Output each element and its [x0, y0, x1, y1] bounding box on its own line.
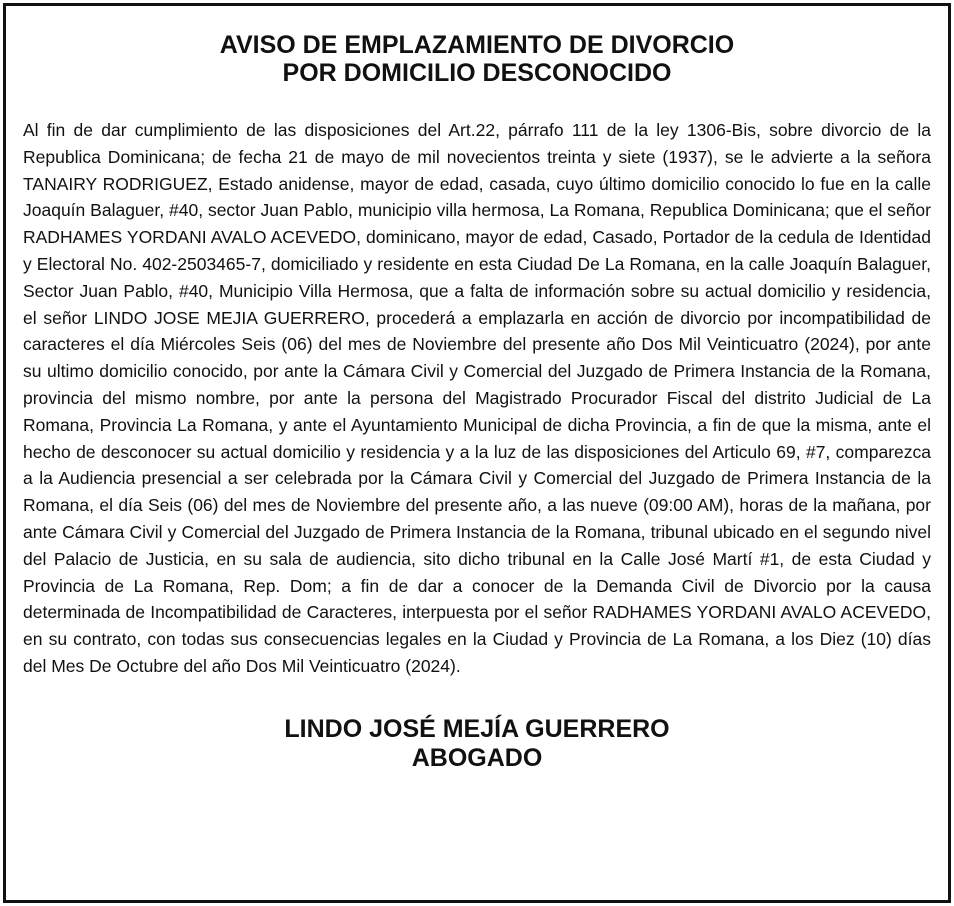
- signature-block: [6, 715, 948, 773]
- signature-name: LINDO JOSÉ MEJÍA GUERRERO: [284, 714, 670, 743]
- notice-title-line-2: POR DOMICILIO DESCONOCIDO: [282, 59, 672, 87]
- notice-frame: [3, 3, 951, 903]
- notice-title-line-1: AVISO DE EMPLAZAMIENTO DE DIVORCIO: [219, 31, 735, 59]
- notice-title: [6, 31, 948, 87]
- signature-role: ABOGADO: [411, 743, 543, 772]
- notice-body: Al fin de dar cumplimiento de las disposiciones del Art.22, párrafo 111 de la ley 1306-Bis, sobre divorcio de la Republica Dominicana; de fecha 21 de mayo de mil novecientos treinta y siete (1937), se le advierte a la señora TANAIRY RODRIGUEZ, Estado anidense, mayor de edad, casada, cuyo último domicilio conocido lo fue en la calle Joaquín Balaguer, #40, sector Juan Pablo, municipio villa hermosa, La Romana, Republica Dominicana; que el señor RADHAMES YORDANI AVALO ACEVEDO, dominicano, mayor de edad, Casado, Portador de la cedula de Identidad y Electoral No. 402-2503465-7, domiciliado y residente en esta Ciudad De La Romana, en la calle Joaquín Balaguer, Sector Juan Pablo, #40, Municipio Villa Hermosa, que a falta de información sobre su actual domicilio y residencia, el señor LINDO JOSE MEJIA GUERRERO, procederá a emplazarla en acción de divorcio por incompatibilidad de caracteres el día Miércoles Seis (06) del mes de Noviembre del presente año Dos Mil Veinticuatro (2024), por ante su ultimo domicilio conocido, por ante la Cámara Civil y Comercial del Juzgado de Primera Instancia de la Romana, provincia del mismo nombre, por ante la persona del Magistrado Procurador Fiscal del distrito Judicial de La Romana, Provincia La Romana, y ante el Ayuntamiento Municipal de dicha Provincia, a fin de que la misma, ante el hecho de desconocer su actual domicilio y residencia y a la luz de las disposiciones del Articulo 69, #7, comparezca a la Audiencia presencial a ser celebrada por la Cámara Civil y Comercial del Juzgado de Primera Instancia de la Romana, el día Seis (06) del mes de Noviembre del presente año, a las nueve (09:00 AM), horas de la mañana, por ante Cámara Civil y Comercial del Juzgado de Primera Instancia de la Romana, tribunal ubicado en el segundo nivel del Palacio de Justicia, en su sala de audiencia, sito dicho tribunal en la Calle José Martí #1, de esta Ciudad y Provincia de La Romana, Rep. Dom; a fin de dar a conocer de la Demanda Civil de Divorcio por la causa determinada de Incompatibilidad de Caracteres, interpuesta por el señor RADHAMES YORDANI AVALO ACEVEDO, en su contrato, con todas sus consecuencias legales en la Ciudad y Provincia de La Romana, a los Diez (10) días del Mes De Octubre del año Dos Mil Veinticuatro (2024).: [23, 120, 931, 676]
